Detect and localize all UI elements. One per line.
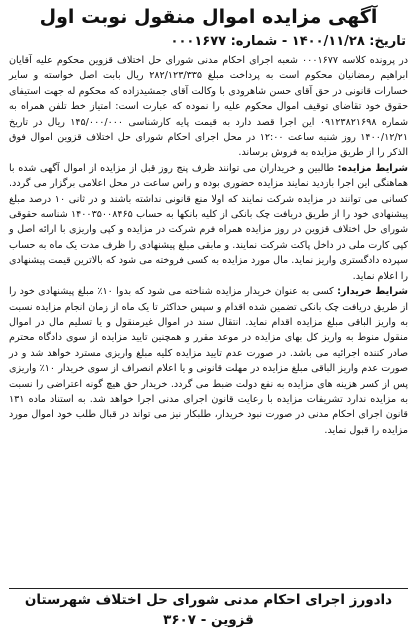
auction-conditions-text: طالبین و خریداران می توانند ظرف پنج روز قبل از مزایده از اموال آگهی شده با هماهنگی این اجرا بازدید نمایند مزایده حضوری بوده و راس ساعت در محل اعلامی برگزار می گردد. کسانی می توانند در مزایده شرکت نمایند که اولا منع قانونی نداشته باشند و در ثانی ۱۰ درصد مبلغ پیشنهادی خود را از طریق دریافت چک بانکی از کلیه بانکها به حساب ۱۴۰۰۳۵۰۰۸۴۶۵ شناسه حقوقی شورای حل اختلاف قزوین در روز مزایده همراه فرم شرکت در مزایده و کپی واریزی با ارائه اصل و کپی کارت ملی در داخل پاکت شرکت نمایند. و مابقی مبلغ پیشنهادی را ظرف مدت یک ماه به حساب سپرده دادگستری واریز نماید. مال مورد مزایده به کسی فروخته می شود که بالاترین قیمت پیشنهادی را اعلام نماید. — [9, 162, 408, 282]
intro-paragraph: در پرونده کلاسه ۰۰۰۱۶۷۷ شعبه اجرای احکام مدنی شورای حل اختلاف قزوین محکوم علیه آقایان ابراهیم رمضانیان محکوم است به پرداخت مبلغ ۲۸۲/۱۲۳/۳۳۵ ریال بابت اصل خواسته و سایر خسارات قانونی در حق آقای حسن شاهرودی با وکالت آقای جمشیدزاده که محکوم له جهت استیفای حقوق خود تقاضای توقیف اموال محکوم علیه را نموده که عبارت است: امتیاز خط تلفن همراه به شماره ۰۹۱۲۳۸۲۱۶۹۸ این اجرا قصد دارد به قیمت پایه کارشناسی ۱۴۵/۰۰۰/۰۰۰ ریال در تاریخ ۱۴۰۰/۱۲/۲۱ روز شنبه ساعت ۱۲:۰۰ در محل اجرای احکام شورای حل اختلاف قزوین اموال فوق الذکر را از طریق مزایده به فروش برساند. — [9, 55, 409, 159]
footer-divider — [9, 588, 408, 589]
buyer-conditions-paragraph — [9, 284, 408, 438]
footer-signature: دادورز اجرای احکام مدنی شورای حل اختلاف شهرستان قزوین - ۳۶۰۷ — [24, 592, 393, 628]
auction-conditions-paragraph — [9, 161, 408, 284]
auction-conditions-title: شرایط مزایده: — [337, 162, 408, 174]
buyer-conditions-text: کسی به عنوان خریدار مزایده شناخته می شود که بدوا ۱۰٪ مبلغ پیشنهادی خود را از طریق دریافت چک بانکی تضمین شده اقدام و سپس حداکثر تا یک ماه از زمان انجام مزایده نسبت به واریز الباقی مبلغ مزایده اقدام نماید. انتقال سند در اموال غیرمنقول و یا تسلیم مال در اموال منقول منوط به واریز کل بهای مزایده در موعد مقرر و همچنین تایید مزایده از سوی دادگاه محترم صادر کننده اجرائیه می باشد. در صورت عدم تایید مزایده کلیه مبلغ واریزی مسترد خواهد شد و در صورت عدم واریز الباقی مبلغ مزایده در مهلت قانونی و یا اعلام انصراف از سوی خریدار ۱۰٪ واریزی پس از کسر هزینه های مزایده به نفع دولت ضبط می گردد. خریدار حق هیچ گونه اعتراضی را نسبت به مزایده ندارد تشریفات مزایده با رعایت قانون اجرای مدنی اجرا خواهد شد. به استناد ماده ۱۳۱ قانون اجرای احکام مدنی در صورت نبود خریدار، طلبکار نیز می تواند در قبال طلب خود اموال مورد مزایده را قبول نماید. — [9, 286, 408, 436]
auction-notice — [3, 2, 414, 634]
buyer-conditions-title: شرایط خریدار: — [337, 286, 408, 298]
date-number-line: تاریخ: ۱۴۰۰/۱۱/۲۸ - شماره: ۰۰۰۱۶۷۷ — [170, 34, 406, 49]
notice-footer — [9, 585, 408, 630]
notice-title: آگهی مزایده اموال منقول نوبت اول — [39, 6, 378, 28]
